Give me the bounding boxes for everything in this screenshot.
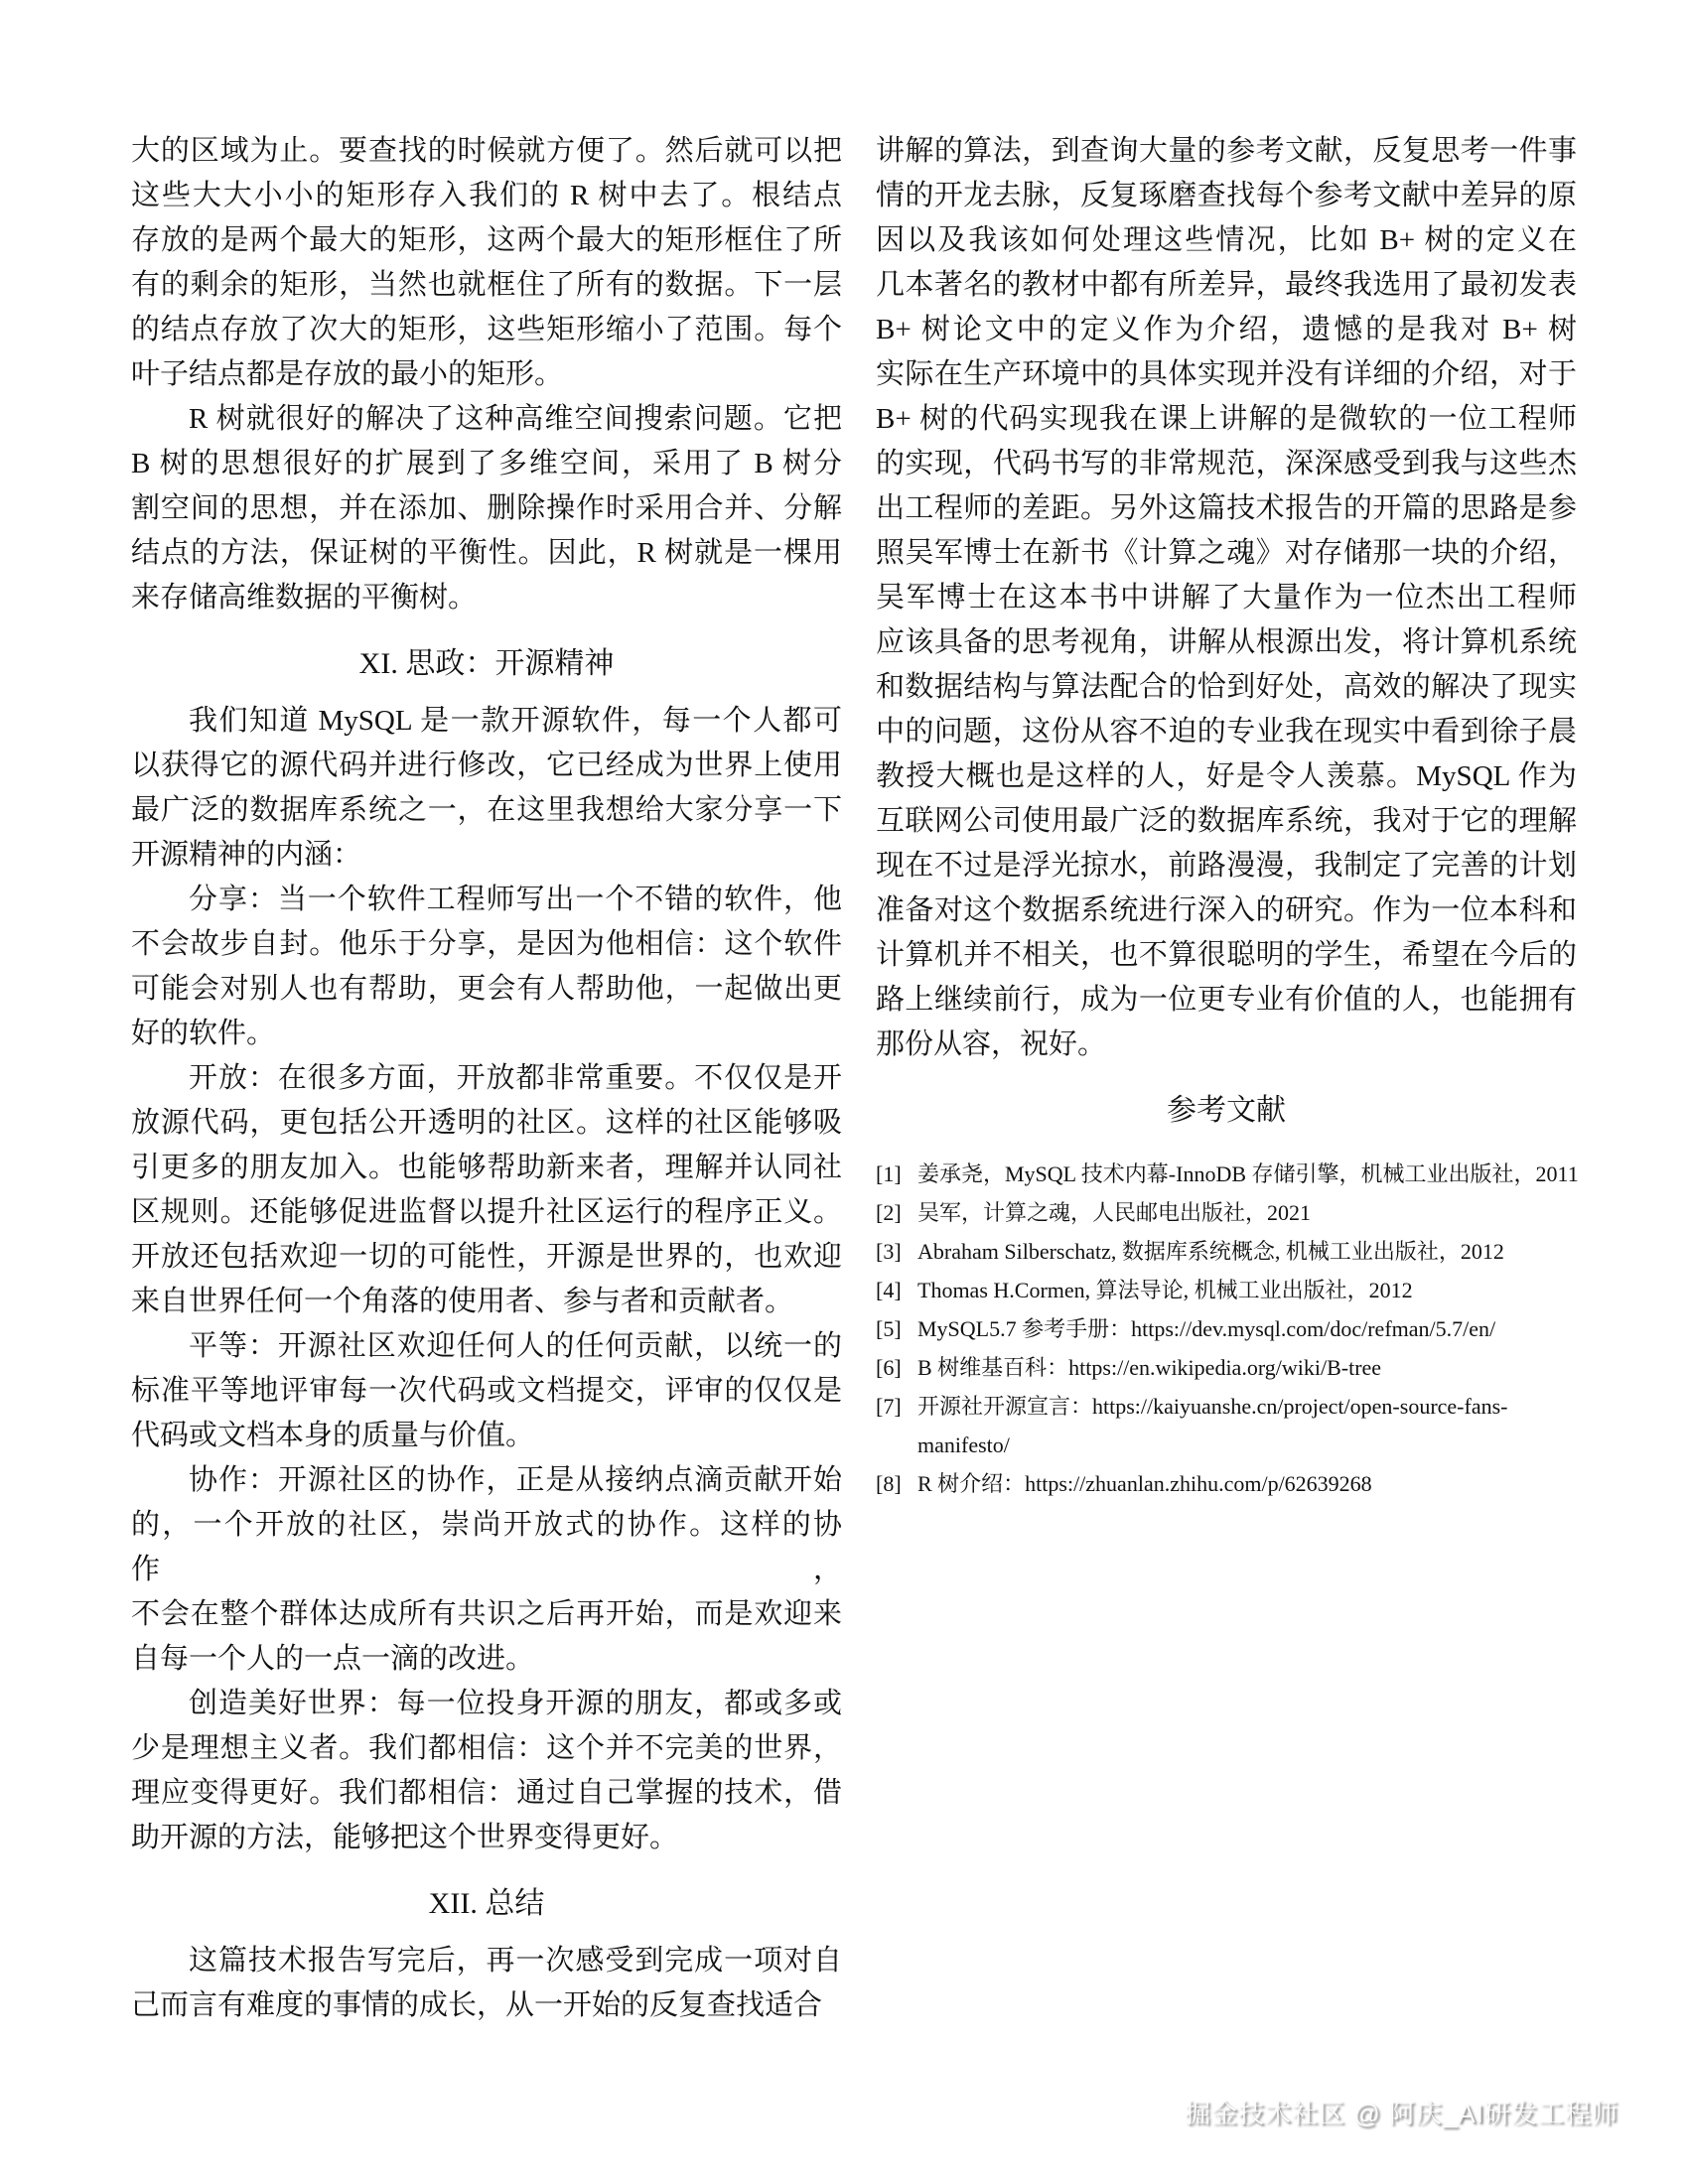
text-line: 叶子结点都是存放的最小的矩形。 — [131, 358, 564, 390]
reference-text — [917, 1464, 1577, 1503]
text-line: 准备对这个数据系统进行深入的研究。作为一位本科和 — [876, 894, 1577, 926]
text-line: 平等：开源社区欢迎任何人的任何贡献，以统一的 — [189, 1330, 842, 1362]
section-heading: XI. 思政：开源精神 — [358, 647, 615, 680]
reference-line: MySQL5.7 参考手册：https://dev.mysql.com/doc/refman/5.7/en/ — [917, 1316, 1496, 1341]
text-line: 有的剩余的矩形，当然也就框住了所有的数据。下一层 — [131, 269, 842, 301]
text-line: 讲解的算法，到查询大量的参考文献，反复思考一件事 — [876, 135, 1577, 167]
text-line: 创造美好世界：每一位投身开源的朋友，都或多或 — [189, 1688, 842, 1719]
text-line: 可能会对别人也有帮助，更会有人帮助他，一起做出更 — [131, 973, 842, 1005]
reference-label: [8] — [876, 1471, 902, 1496]
text-line: 实际在生产环境中的具体实现并没有详细的介绍，对于 — [876, 358, 1577, 390]
text-line: 这篇技术报告写完后，再一次感受到完成一项对自 — [189, 1945, 842, 1977]
reference-text — [917, 1193, 1577, 1232]
reference-line: Thomas H.Cormen, 算法导论, 机械工业出版社，2012 — [917, 1278, 1413, 1302]
text-line: 那份从容，祝好。 — [876, 1028, 1107, 1060]
reference-text — [917, 1155, 1577, 1193]
reference-line: Abraham Silberschatz, 数据库系统概念, 机械工业出版社，2012 — [917, 1239, 1504, 1264]
text-line: 区规则。还能够促进监督以提升社区运行的程序正义。 — [131, 1196, 842, 1228]
reference-label: [5] — [876, 1316, 902, 1341]
text-line: R 树就很好的解决了这种高维空间搜索问题。它把 — [189, 403, 842, 435]
text-line: 计算机并不相关，也不算很聪明的学生，希望在今后的 — [876, 939, 1577, 971]
references-heading: 参考文献 — [1167, 1094, 1286, 1127]
reference-label: [2] — [876, 1200, 902, 1225]
text-line: 存放的是两个最大的矩形，这两个最大的矩形框住了所 — [131, 224, 842, 256]
paragraph — [131, 1056, 842, 1324]
text-line: 现在不过是浮光掠水，前路漫漫，我制定了完善的计划 — [876, 850, 1577, 882]
paragraph — [131, 878, 842, 1056]
text-line: 以获得它的源代码并进行修改，它已经成为世界上使用 — [131, 750, 842, 781]
text-line: 好的软件。 — [131, 1018, 276, 1049]
reference-line: 姜承尧，MySQL 技术内幕-InnoDB 存储引擎，机械工业出版社，2011 — [917, 1161, 1579, 1186]
reference-item — [876, 1193, 1577, 1232]
reference-item — [876, 1387, 1577, 1464]
text-line: 应该具备的思考视角，讲解从根源出发，将计算机系统 — [876, 626, 1577, 658]
watermark: 掘金技术社区 @ 阿庆_AI研发工程师 — [1185, 2099, 1618, 2128]
right-column — [876, 129, 1577, 1503]
text-line: 我们知道 MySQL 是一款开源软件，每一个人都可 — [189, 705, 842, 737]
text-line: 这些大大小小的矩形存入我们的 R 树中去了。根结点 — [131, 180, 842, 211]
text-line: 引更多的朋友加入。也能够帮助新来者，理解并认同社 — [131, 1152, 842, 1183]
text-line: 最广泛的数据库系统之一，在这里我想给大家分享一下 — [131, 794, 842, 826]
reference-item — [876, 1155, 1577, 1193]
reference-line: R 树介绍：https://zhuanlan.zhihu.com/p/62639268 — [917, 1471, 1372, 1496]
text-line: B 树的思想很好的扩展到了多维空间，采用了 B 树分 — [131, 448, 842, 479]
reference-label: [6] — [876, 1355, 902, 1380]
reference-item — [876, 1348, 1577, 1387]
reference-item — [876, 1232, 1577, 1271]
paragraph — [131, 129, 842, 397]
text-line: 分享：当一个软件工程师写出一个不错的软件，他 — [189, 884, 842, 915]
text-line: 割空间的思想，并在添加、删除操作时采用合并、分解 — [131, 492, 842, 524]
text-line: 的，一个开放的社区，崇尚开放式的协作。这样的协作， — [131, 1509, 842, 1585]
text-line: 不会故步自封。他乐于分享，是因为他相信：这个软件 — [131, 928, 842, 960]
section-heading: XII. 总结 — [428, 1887, 545, 1920]
text-line: 的实现，代码书写的非常规范，深深感受到我与这些杰 — [876, 448, 1577, 479]
text-line: 开源精神的内涵： — [131, 839, 362, 871]
text-line: 情的开龙去脉，反复琢磨查找每个参考文献中差异的原 — [876, 180, 1577, 211]
paragraph — [131, 1458, 842, 1682]
text-line: 互联网公司使用最广泛的数据库系统，我对于它的理解 — [876, 805, 1577, 837]
reference-text — [917, 1271, 1577, 1309]
paragraph — [876, 129, 1577, 1067]
reference-item — [876, 1271, 1577, 1309]
text-line: B+ 树论文中的定义作为介绍，遗憾的是我对 B+ 树 — [876, 314, 1577, 345]
reference-list — [876, 1155, 1577, 1503]
text-line: 的结点存放了次大的矩形，这些矩形缩小了范围。每个 — [131, 314, 842, 345]
text-line: 来存储高维数据的平衡树。 — [131, 582, 478, 614]
text-line: 少是理想主义者。我们都相信：这个并不完美的世界， — [131, 1732, 842, 1764]
text-line: 结点的方法，保证树的平衡性。因此，R 树就是一棵用 — [131, 537, 842, 569]
text-line: 代码或文档本身的质量与价值。 — [131, 1420, 535, 1451]
text-line: 几本著名的教材中都有所差异，最终我选用了最初发表 — [876, 269, 1577, 301]
paragraph — [131, 1324, 842, 1458]
paragraph — [131, 1682, 842, 1860]
text-line: 因以及我该如何处理这些情况，比如 B+ 树的定义在 — [876, 224, 1577, 256]
text-line: 开放还包括欢迎一切的可能性，开源是世界的，也欢迎 — [131, 1241, 842, 1273]
text-line: 协作：开源社区的协作，正是从接纳点滴贡献开始 — [189, 1464, 842, 1496]
reference-line: 开源社开源宣言：https://kaiyuanshe.cn/project/open-source-fans- — [917, 1394, 1508, 1419]
paragraph — [131, 1939, 842, 2028]
reference-text — [917, 1387, 1577, 1464]
text-line: 不会在整个群体达成所有共识之后再开始，而是欢迎来 — [131, 1598, 842, 1630]
text-line: 开放：在很多方面，开放都非常重要。不仅仅是开 — [189, 1062, 842, 1094]
text-line: 大的区域为止。要查找的时候就方便了。然后就可以把 — [131, 135, 842, 167]
reference-label: [7] — [876, 1394, 902, 1419]
text-line: 路上继续前行，成为一位更专业有价值的人，也能拥有 — [876, 984, 1577, 1016]
reference-label: [4] — [876, 1278, 902, 1302]
reference-line: manifesto/ — [917, 1433, 1010, 1457]
left-column — [131, 129, 842, 2028]
text-line: 吴军博士在这本书中讲解了大量作为一位杰出工程师 — [876, 582, 1577, 614]
right-column-body — [876, 129, 1577, 1067]
paragraph — [131, 699, 842, 878]
text-line: B+ 树的代码实现我在课上讲解的是微软的一位工程师 — [876, 403, 1577, 435]
reference-text — [917, 1309, 1577, 1348]
text-line: 出工程师的差距。另外这篇技术报告的开篇的思路是参 — [876, 492, 1577, 524]
text-line: 中的问题，这份从容不迫的专业我在现实中看到徐子晨 — [876, 716, 1577, 748]
reference-text — [917, 1348, 1577, 1387]
text-line: 理应变得更好。我们都相信：通过自己掌握的技术，借 — [131, 1777, 842, 1809]
text-line: 放源代码，更包括公开透明的社区。这样的社区能够吸 — [131, 1107, 842, 1139]
reference-text — [917, 1232, 1577, 1271]
reference-line: 吴军，计算之魂，人民邮电出版社，2021 — [917, 1200, 1312, 1225]
text-line: 来自世界任何一个角落的使用者、参与者和贡献者。 — [131, 1286, 794, 1317]
reference-label: [3] — [876, 1239, 902, 1264]
text-line: 助开源的方法，能够把这个世界变得更好。 — [131, 1822, 679, 1853]
text-line: 己而言有难度的事情的成长，从一开始的反复查找适合 — [131, 1989, 823, 2021]
text-line: 和数据结构与算法配合的恰到好处，高效的解决了现实 — [876, 671, 1577, 703]
reference-item — [876, 1309, 1577, 1348]
reference-line: B 树维基百科：https://en.wikipedia.org/wiki/B-tree — [917, 1355, 1382, 1380]
text-line: 自每一个人的一点一滴的改进。 — [131, 1643, 535, 1675]
text-line: 标准平等地评审每一次代码或文档提交，评审的仅仅是 — [131, 1375, 842, 1407]
reference-item — [876, 1464, 1577, 1503]
reference-label: [1] — [876, 1161, 902, 1186]
text-line: 教授大概也是这样的人，好是令人羡慕。MySQL 作为 — [876, 760, 1577, 792]
paragraph — [131, 397, 842, 620]
text-line: 照吴军博士在新书《计算之魂》对存储那一块的介绍， — [876, 537, 1577, 569]
